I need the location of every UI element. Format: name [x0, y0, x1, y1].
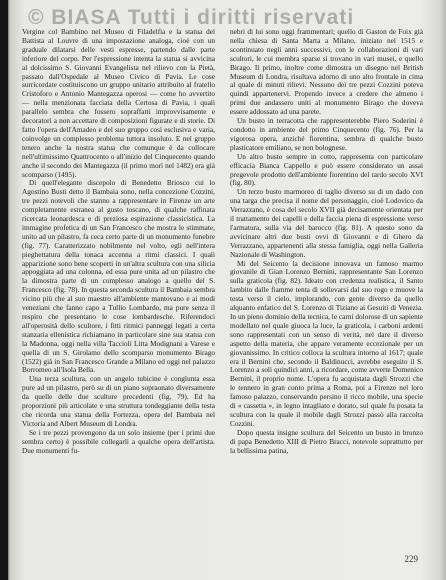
paragraph: Un altro busto sempre in cotto, rappresenta con particolare efficacia Bianca Cappello e può essere considerato un assai pregevole prodotto dell'ambiente fiorentino del tardo secolo XVI (fig. 80). [230, 151, 423, 188]
paragraph: Dopo questa insigne scultura del Seicento un busto in bronzo di papa Benedetto XIII di Pietro Bracci, notevole soprattutto per la bellissima patina, [230, 427, 423, 455]
paragraph: Se i tre pezzi provengono da un solo insieme (per i primi due sembra certo) è possibile collegarli a qualche opera dell'artista. Due monumenti fu- [22, 427, 215, 455]
paragraph: nebri di lui sono oggi frammentari; quello di Gaston de Foix già nella chiesa di Santa Marta a Milano, iniziato nel 1515 e scontinuato negli anni successivi, con le collaborazioni di vari scultori, le cui membra sparse si trovano in vari musei, e quello Birago. Il primo, inoltre come dimostra un disegno nel British Museum di Londra, risultava adorno di uno alto frontale in cima al quale di minuti rilievi. Nessuno dei tre pezzi Cozzini poteva quindi appartenervi. Propendo invece a credere che almeno i primi due andassero uniti al monumento Birago che doveva essere addossato ad una parete. [230, 27, 423, 117]
left-column [22, 28, 215, 456]
paragraph: Una terza scultura, con un angelo tubicine è conglunta essa pure ad un pilastro, però su di un piano sopraonato diversamente da quelle delle due sculture precedenti (fig. 79). Ed ha proporzioni più articolate e una struttura tondeggiante della testa che ricorda una statua della Fortezza, opera del Bambaia nel Victoria and Albert Museum di Londra. [22, 374, 215, 428]
watermark-text: © BIASA Tutti i diritti riservati [28, 6, 355, 29]
right-column [230, 28, 423, 456]
paragraph: Un terzo busto marmoreo di taglio diverso su di un dado con una targa che precisa il nome del personaggio, cioè Lodovico da Verrazzano, è cosa del secolo XVII già decisamente orientata per il trattamento dei capelli e della faccia piena di espressione verso l'armatura, sulla via del barocco (fig. 81). A questo sono da avvicinare altri due busti ovvi di Giovanni e di Ghero da Verrazzano, appartenenti alla stessa famiglia, oggi nella Galleria Nazionale di Washington. [230, 187, 423, 259]
paragraph: Un busto in terracotta che rappresenterebbe Piero Soderini è condotto in ambiente del primo Cinquecento (fig. 76). Per la vigorosa opera, anziché fiorentina, sembra di qualche busto plasticatore emiliano, se non bolognese. [230, 116, 423, 152]
paragraph: Mi del Seicento la decisione innovava un famoso marmo giovanile di Gian Lorenzo Bernini, rappresentante San Lorenzo sulla graticola (fig. 82). Ideato con credenza realistica, il Santo lambito dalle fiamme tenta di sollevarsi dal suo rogo e muove la testa verso il cielo, implorando, con gente diverso da quello alquanto enfatico del S. Lorenzo di Tiziano ai Gesuiti di Venezia. In un pieno dominio della tecnica, le carni dolorose di un sapiente modellato nel quale giuoca la luce, la graticola, i carboni ardenti sono rappresentati con un senso di verità, nel dare il diverso aspetto della materia, che appare veramente eccezionale per un giovanissimo. In critico colloca la scultura intorno al 1617; quale era il Bernini che, secondo il Baldinucci, avrebbe eseguito il S. Lorenzo a soli quindici anni, a ricordare, come avverte Domenico Bernini, il proprio nome. L'opera fu acquistata dagli Strozzi che le tennero in gran conto prima a Roma, poi a Firenze nel loro famoso palazzo, conservando persino il ricco mobile, una specie di « cassetta », in legno intagliato e dorato, sul quale fu posata la scultura con la quale il mobile dagli Strozzi passò alla raccolta Cozzini. [230, 258, 423, 428]
paragraph: Di quell'elegante discepolo di Benedetto Briosco cui lo Agostino Busti detto il Bambaia sono, nella concezione Cozzini, tre pezzi notevoli che stanno a rappresentare in Firenze un arte completamente estranea al gusto toscano, di qualche raffinata ricercata leonardesca e di preziosa espirazione classicistica. La immagine profetica di un San Francesco che mostra le stimmate, unito ad un pilastro, fa ceca certo parte di un monumento funebre (fig. 77). Caratterizzato nobilmente nel volto, egli nell'intera pieghettatura della tonaca accenna a ritmi classici. I quali apparizione sono bene scoperti in un'altra scultura con una silicia appoggiata ad una colonna, ed essa pure unita ad un pilastro che la dimostra parte di un complesso analogo a quello del S. Francesco (fig. 78). In questa seconda scultura il Bambaia sembra vicino più che al suo maestro all'ambiente mantovano e ai modi veneziani che fanno capo a Tullio Lombardo, ma pure senza il respiro che presentano le cose lombardesche. Riferendoci all'operosità dello scultore, i fitti ritmici panneggi legati a certa stanzaria ellenistica richiamano in particolare sine sua statua con la Madonna, oggi nella villa Taccioli Litta Modignani a Varese e quella di un S. Girolamo dello scomparso monumento Birago (1522) già in San Francesco Grande a Milano ed oggi nel palazzo Borromeo all'Isola Bella. [22, 178, 215, 375]
binding-shadow [0, 0, 8, 580]
page-body [22, 28, 428, 568]
paragraph: Vergine col Bambino nel Museo di Filadelfia e la statua del Battista al Louvre di una impostazione analoga, cioè con un graduale dilatarsi delle vesti espresse, partendo dalle parte inferiore del corpo. Per l'espressione intenta la statua si avvicina al dolcissimo S. Giovanni Evangelista nel rilievo con la Pietà, passato dall'Ospedale al Museo Civico di Pavia. Le cose surricordate costituiscono un gruppo unitario attribuito al fratello Cristoforo e Antonio Mantegazza operosi — come ho avvertito — nella menzionata facciata della Certosa di Pavia, i quali parallelo sembra che fossero sopraffatti improvvisamente e decoratori a non accettare di composizioni figurate e di storie. Di fatto l'opera dell'Amadeo e del suo gruppo così esclusiva e varia, coinvolge un complesso problema tuttora insoluto. E nel gruppo tenero anche la nostra statua che comunque è da collocare nell'ultimissimo Quattrocento o all'inizio del Cinquecento quando anche il secondo dei Mantegazza (il primo morì nel 1482) era già scomparso (1495). [22, 27, 215, 179]
page-number: 229 [404, 554, 418, 564]
